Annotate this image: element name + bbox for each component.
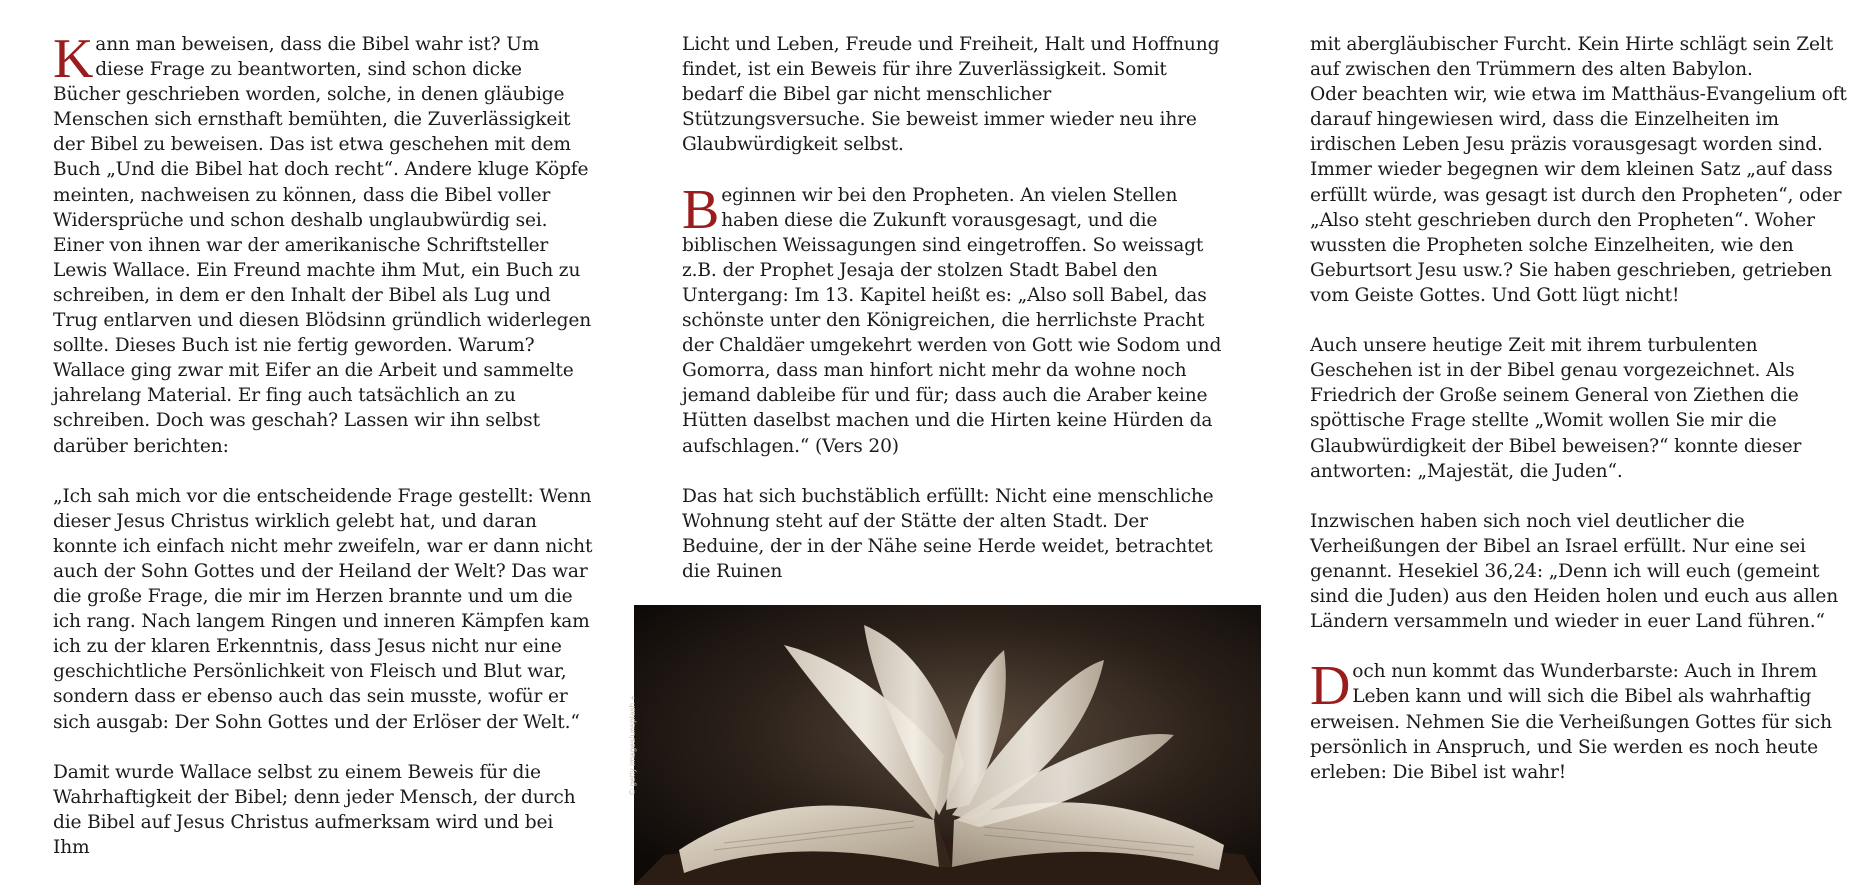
paragraph-continuation: Licht und Leben, Freude und Freiheit, Halt und Hoffnung findet, ist ein Beweis für ihre Zuverlässigkeit. Somit bedarf die Bibel gar nicht menschlicher Stützungsversuche. Sie beweist immer wieder neu ihre Glaubwürdigkeit selbst. bbox=[682, 34, 1220, 156]
text-column-2 bbox=[682, 32, 1222, 584]
paragraph-intro bbox=[53, 28, 593, 459]
paragraph-quote-wallace: „Ich sah mich vor die entscheidende Frage gestellt: Wenn dieser Jesus Christus wirklich gelebt hat, und daran konnte ich einfach nicht mehr zweifeln, war er dann nicht auch der Sohn Gottes und der Heiland der Welt? Das war die große Frage, die mir im Herzen brannte und um die ich rang. Nach langem Ringen und inneren Kämpfen kam ich zu der klaren Erkenntnis, dass Jesus nicht nur eine geschichtliche Persönlichkeit von Fleisch und Blut war, sondern dass er ebenso auch das sein musste, wofür er sich ausgab: Der Sohn Gottes und der Erlöser der Welt.“ bbox=[53, 485, 593, 733]
paragraph-matthaeus: Oder beachten wir, wie etwa im Matthäus-Evangelium oft darauf hingewiesen wird, dass die Einzelheiten im irdischen Leben Jesu präzis vorausgesagt worden sind. Immer wieder begegnen wir dem kleinen Satz „auf dass erfüllt würde, was gesagt ist durch den Propheten“, oder „Also steht geschrieben durch den Propheten“. Woher wussten die Propheten solche Einzelheiten, wie den Geburtsort Jesu usw.? Sie haben geschrieben, getrieben vom Geiste Gottes. Und Gott lügt nicht! bbox=[1310, 84, 1847, 306]
paragraph-text: ann man beweisen, dass die Bibel wahr ist? Um diese Frage zu beantworten, sind schon dicke Bücher geschrieben worden, solche, in denen gläubige Menschen sich ernsthaft bemühten, die Zuverlässigkeit der Bibel zu beweisen. Das ist etwa geschehen mit dem Buch „Und die Bibel hat doch recht“. Andere kluge Köpfe meinten, nachweisen zu können, dass die Bibel voller Widersprüche und schon deshalb unglaubwürdig sei. Einer von ihnen war der amerikanische Schriftsteller Lewis Wallace. Ein Freund machte ihm Mut, ein Buch zu schreiben, in dem er den Inhalt der Bibel als Lug und Trug entlarven und diesen Blödsinn gründlich widerlegen sollte. Dieses Buch ist nie fertig geworden. Warum? Wallace ging zwar mit Eifer an die Arbeit und sammelte jahrelang Material. Er fing auch tatsächlich an zu schreiben. Doch was geschah? Lassen wir ihn selbst darüber berichten: bbox=[53, 34, 592, 457]
paragraph-babylon: mit abergläubischer Furcht. Kein Hirte schlägt sein Zelt auf zwischen den Trümmern des alten Babylon. bbox=[1310, 34, 1834, 81]
paragraph-israel: Inzwischen haben sich noch viel deutlicher die Verheißungen der Bibel an Israel erfüllt. Nur eine sei genannt. Hesekiel 36,24: „Denn ich will euch (gemeint sind die Juden) aus den Heiden holen und euch aus allen Ländern versammeln und wieder in euer Land führen.“ bbox=[1310, 510, 1839, 633]
text-column-3 bbox=[1310, 32, 1850, 785]
drop-cap: B bbox=[682, 178, 720, 241]
photo-credit: © getty images/unsplash + bbox=[628, 695, 637, 795]
paragraph-wallace-proof: Damit wurde Wallace selbst zu einem Beweis für die Wahrhaftigkeit der Bibel; denn jeder Mensch, der durch die Bibel auf Jesus Christus aufmerksam wird und bei Ihm bbox=[53, 761, 576, 858]
paragraph-text: och nun kommt das Wunderbarste: Auch in Ihrem Leben kann und will sich die Bibel als wahrhaftig erweisen. Nehmen Sie die Verheißungen Gottes für sich persönlich in Anspruch, und Sie werden es noch heute erleben: Die Bibel ist wahr! bbox=[1310, 661, 1832, 783]
paragraph-conclusion bbox=[1310, 655, 1850, 784]
paragraph-friedrich: Auch unsere heutige Zeit mit ihrem turbulenten Geschehen ist in der Bibel genau vorgezeichnet. Als Friedrich der Große seinem General von Ziethen die spöttische Frage stellte „Womit wollen Sie mir die Glaubwürdigkeit der Bibel beweisen?“ konnte dieser antworten: „Majestät, die Juden“. bbox=[1310, 335, 1802, 482]
drop-cap: K bbox=[53, 28, 94, 90]
paragraph-propheten bbox=[682, 178, 1222, 459]
paragraph-babel: Das hat sich buchstäblich erfüllt: Nicht eine menschliche Wohnung steht auf der Stätte der alten Stadt. Der Beduine, der in der Nähe seine Herde weidet, betrachtet die Ruinen bbox=[682, 485, 1214, 582]
drop-cap: D bbox=[1310, 655, 1351, 718]
paragraph-text: eginnen wir bei den Propheten. An vielen Stellen haben diese die Zukunft vorausgesagt, und die biblischen Weissagungen sind eingetroffen. So weissagt z.B. der Prophet Jesaja der stolzen Stadt Babel den Untergang: Im 13. Kapitel heißt es: „Also soll Babel, das schönste unter den Königreichen, die herrlichste Pracht der Chaldäer umgekehrt werden von Gott wie Sodom und Gomorra, dass man hinfort nicht mehr da wohne noch jemand dableibe für und für; dass auch die Araber keine Hütten daselbst machen und die Hirten keine Hürden da aufschlagen.“ (Vers 20) bbox=[682, 184, 1222, 457]
text-column-1 bbox=[53, 28, 593, 860]
open-book-photo bbox=[634, 605, 1261, 885]
open-book-icon bbox=[634, 605, 1261, 885]
